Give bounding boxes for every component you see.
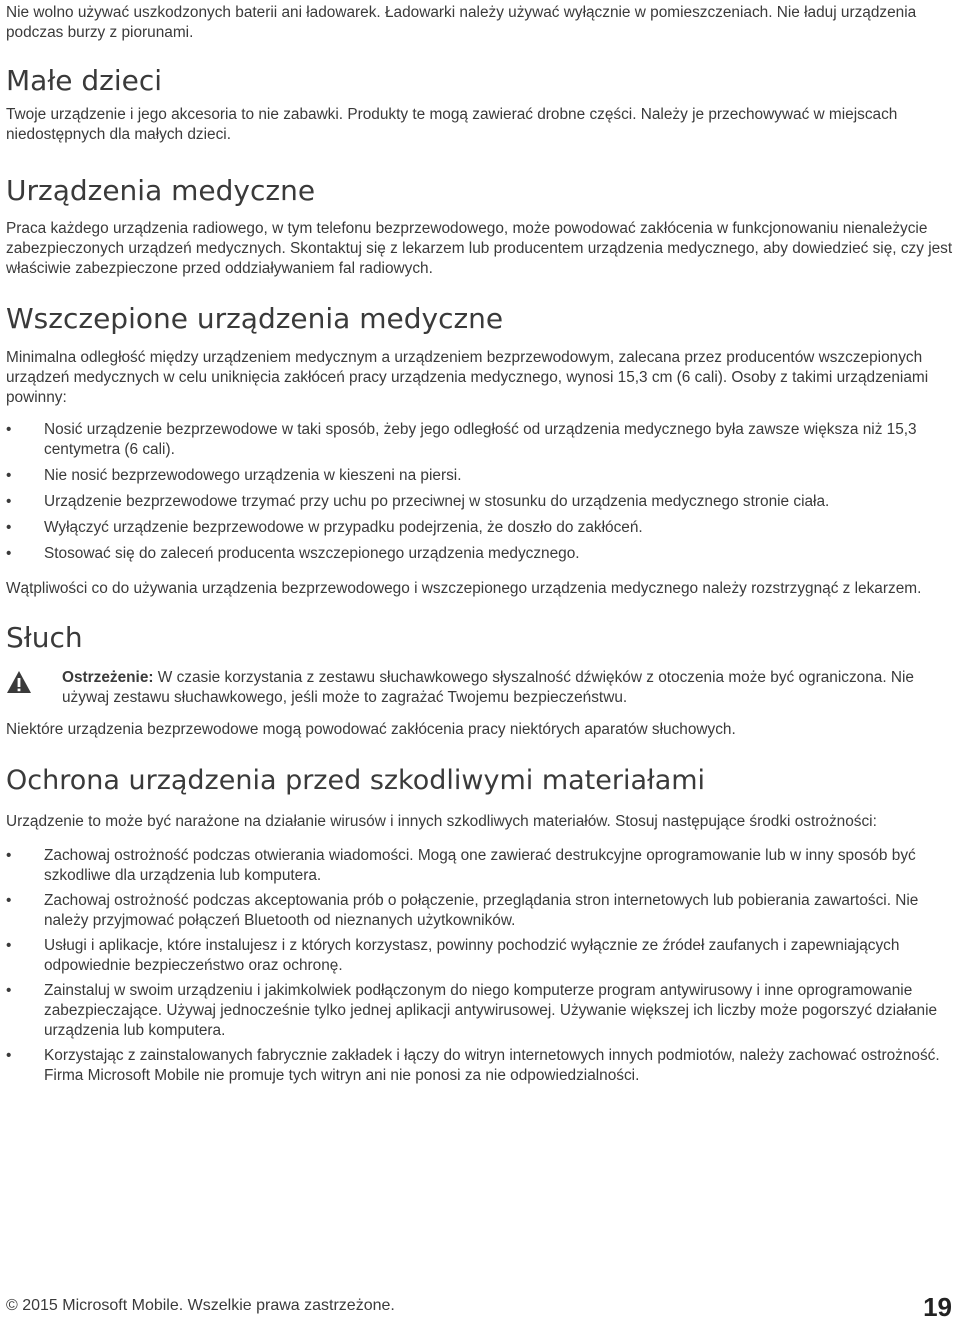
intro-paragraph: Nie wolno używać uszkodzonych baterii ani ładowarek. Ładowarki należy używać wyłącznie w pomieszczeniach. Nie ładuj urządzenia podczas burzy z piorunami. [6,4,917,41]
copyright-text: © 2015 Microsoft Mobile. Wszelkie prawa zastrzeżone. [6,1297,395,1314]
list-item [6,466,956,486]
medical-devices-paragraph: Praca każdego urządzenia radiowego, w tym telefonu bezprzewodowego, może powodować zakłócenia w funkcjonowaniu nienależycie zabezpieczonych urządzeń medycznych. Skontaktuj się z lekarzem lub producentem urządzenia medycznego, aby dowiedzieć się, czy jest właściwie zabezpieczone przed oddziaływaniem fal radiowych. [6,220,953,277]
bullet-icon: • [6,545,12,562]
bullet-icon: • [6,847,12,864]
implanted-devices-paragraph: Minimalna odległość między urządzeniem medycznym a urządzeniem bezprzewodowym, zalecana przez producentów wszczepionych urządzeń medycznych w celu uniknięcia zakłóceń pracy urządzenia medycznego, wynosi 15,3 cm (6 cali). Osoby z takimi urządzeniami powinny: [6,349,929,406]
heading-protection: Ochrona urządzenia przed szkodliwymi materiałami [6,765,706,796]
bullet-icon: • [6,892,12,909]
list-item-text: Usługi i aplikacje, które instalujesz i z których korzystasz, powinny pochodzić wyłącznie ze źródeł zaufanych i zapewniających odpowiednie bezpieczeństwo oraz ochronę. [44,937,900,974]
implanted-devices-list [6,420,956,564]
list-item-text: Nie nosić bezprzewodowego urządzenia w kieszeni na piersi. [44,467,462,484]
bullet-icon: • [6,982,12,999]
bullet-icon: • [6,493,12,510]
list-item-text: Urządzenie bezprzewodowe trzymać przy uchu po przeciwnej w stosunku do urządzenia medycznego stronie ciała. [44,493,830,510]
list-item [6,981,956,1041]
bullet-icon: • [6,421,12,438]
protection-list [6,846,956,1086]
heading-medical-devices: Urządzenia medyczne [6,174,316,207]
warning-label: Ostrzeżenie: [62,669,154,686]
list-item-text: Zachowaj ostrożność podczas akceptowania prób o połączenie, przeglądania stron internetowych lub pobierania zawartości. Nie należy przyjmować połączeń Bluetooth od nieznanych użytkowników. [44,892,919,929]
heading-implanted-devices: Wszczepione urządzenia medyczne [6,302,504,335]
heading-hearing: Słuch [6,621,83,654]
bullet-icon: • [6,519,12,536]
heading-small-children: Małe dzieci [6,64,163,97]
bullet-icon: • [6,937,12,954]
list-item-text: Korzystając z zainstalowanych fabrycznie zakładek i łączy do witryn internetowych innych podmiotów, należy zachować ostrożność. Firma Microsoft Mobile nie promuje tych witryn ani nie ponosi za nie odpowiedzialności. [44,1047,940,1084]
list-item [6,846,956,886]
list-item-text: Wyłączyć urządzenie bezprzewodowe w przypadku podejrzenia, że doszło do zakłóceń. [44,519,643,536]
warning-text: W czasie korzystania z zestawu słuchawkowego słyszalność dźwięków z otoczenia może być ograniczona. Nie używaj zestawu słuchawkowego, jeśli może to zagrażać Twojemu bezpieczeństwu. [62,669,914,706]
implanted-devices-closing: Wątpliwości co do używania urządzenia bezprzewodowego i wszczepionego urządzenia medycznego należy rozstrzygnąć z lekarzem. [6,580,922,597]
list-item [6,891,956,931]
warning-notice [6,668,956,708]
list-item [6,936,956,976]
document-page [6,3,956,1086]
hearing-paragraph: Niektóre urządzenia bezprzewodowe mogą powodować zakłócenia pracy niektórych aparatów słuchowych. [6,721,736,738]
list-item [6,420,956,460]
page-footer [6,1292,954,1322]
list-item [6,544,956,564]
list-item-text: Zainstaluj w swoim urządzeniu i jakimkolwiek podłączonym do niego komputerze program antywirusowy i inne oprogramowanie zabezpieczające. Używaj jednocześnie tylko jednej aplikacji antywirusowej. Używanie większej ich liczby może pogorszyć działanie urządzenia lub komputera. [44,982,938,1039]
bullet-icon: • [6,467,12,484]
page-number: 19 [923,1292,952,1322]
list-item [6,1046,956,1086]
small-children-paragraph: Twoje urządzenie i jego akcesoria to nie zabawki. Produkty te mogą zawierać drobne części. Należy je przechowywać w miejscach niedostępnych dla małych dzieci. [6,106,898,143]
list-item-text: Zachowaj ostrożność podczas otwierania wiadomości. Mogą one zawierać destrukcyjne oprogramowanie lub w inny sposób być szkodliwe dla urządzenia lub komputera. [44,847,916,884]
list-item-text: Stosować się do zaleceń producenta wszczepionego urządzenia medycznego. [44,545,580,562]
bullet-icon: • [6,1047,12,1064]
protection-paragraph: Urządzenie to może być narażone na działanie wirusów i innych szkodliwych materiałów. Stosuj następujące środki ostrożności: [6,813,877,830]
warning-triangle-icon [6,670,32,694]
list-item [6,518,956,538]
list-item-text: Nosić urządzenie bezprzewodowe w taki sposób, żeby jego odległość od urządzenia medycznego była zawsze większa niż 15,3 centymetra (6 cali). [44,421,917,458]
list-item [6,492,956,512]
warning-paragraph [62,668,956,708]
